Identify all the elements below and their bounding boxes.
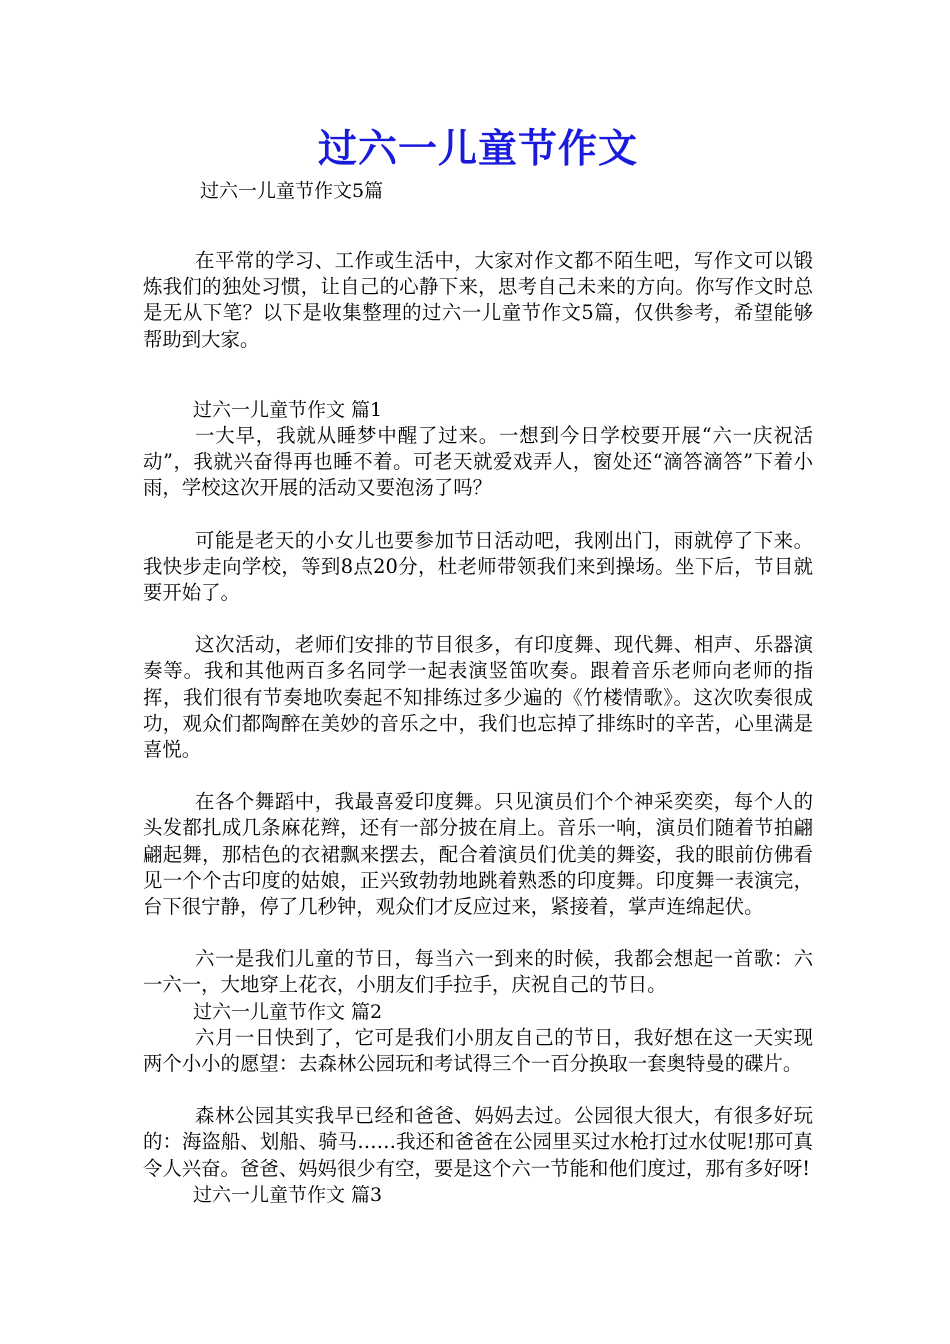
document-page (143, 120, 813, 1208)
paragraph: 这次活动，老师们安排的节目很多，有印度舞、现代舞、相声、乐器演奏等。我和其他两百多名同学一起表演竖笛吹奏。跟着音乐老师向老师的指挥，我们很有节奏地吹奏起不知排练过多少遍的《竹楼情歌》。这次吹奏很成功，观众们都陶醉在美妙的音乐之中，我们也忘掉了排练时的辛苦，心里满是喜悦。 (143, 633, 813, 762)
paragraph: 六一是我们儿童的节日，每当六一到来的时候，我都会想起一首歌：六一六一，大地穿上花衣，小朋友们手拉手，庆祝自己的节日。 (143, 947, 813, 997)
section-heading-3: 过六一儿童节作文 篇3 (193, 1183, 383, 1206)
paragraph: 可能是老天的小女儿也要参加节日活动吧，我刚出门，雨就停了下来。我快步走向学校，等到8点20分，杜老师带领我们来到操场。坐下后，节目就要开始了。 (143, 528, 813, 605)
document-subtitle: 过六一儿童节作文5篇 (200, 180, 384, 202)
intro-paragraph: 在平常的学习、工作或生活中，大家对作文都不陌生吧，写作文可以锻炼我们的独处习惯，让自己的心静下来，思考自己未来的方向。你写作文时总是无从下笔？以下是收集整理的过六一儿童节作文5篇，仅供参考，希望能够帮助到大家。 (143, 249, 813, 351)
paragraph: 在各个舞蹈中，我最喜爱印度舞。只见演员们个个神采奕奕，每个人的头发都扎成几条麻花辫，还有一部分披在肩上。音乐一响，演员们随着节拍翩翩起舞，那桔色的衣裙飘来摆去，配合着演员们优美的舞姿，我的眼前仿佛看见一个个古印度的姑娘，正兴致勃勃地跳着熟悉的印度舞。印度舞一表演完，台下很宁静，停了几秒钟，观众们才反应过来，紧接着，掌声连绵起伏。 (143, 790, 813, 919)
paragraph: 一大早，我就从睡梦中醒了过来。一想到今日学校要开展“六一庆祝活动”，我就兴奋得再也睡不着。可老天就爱戏弄人，窗处还“滴答滴答”下着小雨，学校这次开展的活动又要泡汤了吗？ (143, 424, 813, 500)
section-heading-2: 过六一儿童节作文 篇2 (193, 1000, 383, 1023)
paragraph: 六月一日快到了，它可是我们小朋友自己的节日，我好想在这一天实现两个小小的愿望：去森林公园玩和考试得三个一百分换取一套奥特曼的碟片。 (143, 1025, 813, 1076)
document-title: 过六一儿童节作文 (317, 126, 638, 172)
paragraph: 森林公园其实我早已经和爸爸、妈妈去过。公园很大很大，有很多好玩的：海盗船、划船、骑马……我还和爸爸在公园里买过水枪打过水仗呢!那可真令人兴奋。爸爸、妈妈很少有空，要是这个六一节能和他们度过，那有多好呀! (143, 1104, 813, 1180)
section-heading-1: 过六一儿童节作文 篇1 (193, 398, 383, 421)
